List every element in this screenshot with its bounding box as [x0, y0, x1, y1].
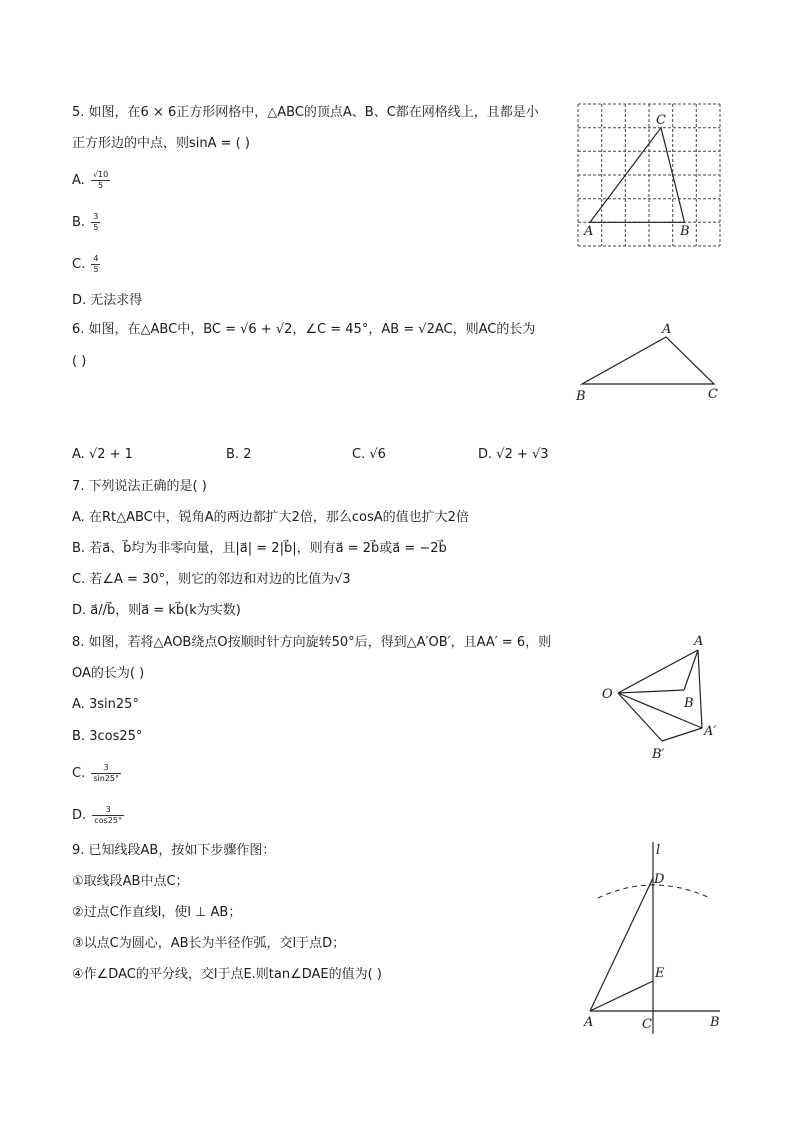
label-b-prime: B′ — [652, 747, 665, 762]
fraction: $\frac{3}{5}$ — [93, 212, 99, 232]
q8-option-c: C. $\frac{3}{\sin 25^\circ}$ — [72, 763, 119, 783]
label-a: A — [662, 322, 672, 337]
q8-stem-line2: OA的长为( ) — [72, 666, 145, 681]
q6-stem-line1: 6. 如图，在△ABC中，BC = √6 + √2，∠C = 45°，AB = √2AC，则AC的长为 — [72, 322, 536, 337]
q5-option-a — [72, 170, 110, 191]
q5-stem-line2: 正方形边的中点，则sinA = ( ) — [72, 136, 250, 151]
option-label: B. — [72, 215, 86, 230]
option-label: D. — [72, 293, 87, 308]
q9-stem: 9. 已知线段AB，按如下步骤作图： — [72, 843, 276, 858]
fraction: $\frac{3}{\sin 25^\circ}$ — [93, 763, 119, 783]
q6-option-c: C. √6 — [352, 447, 386, 462]
label-c: C — [656, 113, 666, 128]
label-l: l — [656, 843, 661, 858]
q9-step-1: ①取线段AB中点C； — [72, 874, 189, 889]
q6-option-b: B. 2 — [226, 447, 252, 462]
q8-rotation-figure — [598, 628, 728, 764]
label-e: E — [655, 966, 665, 981]
label-a: A — [694, 634, 704, 649]
q8-option-b: B. 3cos25° — [72, 729, 143, 744]
option-label: A. — [72, 173, 85, 188]
label-a-prime: A′ — [704, 724, 717, 739]
q7-option-d: D. a⃗//b⃗，则a⃗ = kb⃗(k为实数) — [72, 603, 241, 618]
q5-option-c — [72, 254, 100, 275]
q9-step-4: ④作∠DAC的平分线，交l于点E.则tan∠DAE的值为( ) — [72, 967, 382, 982]
q8-stem-line1: 8. 如图，若将△AOB绕点O按顺时针方向旋转50°后，得到△A′OB′，且AA′ = 6，则 — [72, 635, 552, 650]
q5-stem-line1: 5. 如图，在6 × 6正方形网格中，△ABC的顶点A、B、C都在网格线上，且都是小 — [72, 105, 539, 120]
fraction: $\frac{√10}{5}$ — [92, 170, 109, 190]
label-b: B — [684, 696, 694, 711]
label-a: A — [584, 224, 594, 239]
label-c: C — [708, 387, 718, 402]
option-label: C. — [72, 257, 86, 272]
segment-ae — [590, 981, 653, 1011]
q9-construction-figure — [578, 840, 728, 1036]
fraction: $\frac{4}{5}$ — [93, 254, 99, 274]
q6-option-d: D. √2 + √3 — [478, 447, 549, 462]
q7-option-b: B. 若a⃗、b⃗均为非零向量，且|a⃗| = 2|b⃗|，则有a⃗ = 2b⃗或a⃗ = −2b⃗ — [72, 541, 447, 556]
q8-option-a: A. 3sin25° — [72, 697, 139, 712]
label-a: A — [584, 1015, 594, 1030]
label-d: D — [654, 872, 665, 887]
q8-option-d: D. $\frac{3}{\cos 25^\circ}$ — [72, 805, 122, 825]
label-c: C — [642, 1017, 652, 1032]
label-b: B — [576, 389, 586, 404]
fraction: $\frac{3}{\cos 25^\circ}$ — [94, 805, 122, 825]
option-text: 无法求得 — [90, 293, 143, 308]
segment-ad — [590, 878, 653, 1011]
q7-option-a: A. 在Rt△ABC中，锐角A的两边都扩大2倍，那么cosA的值也扩大2倍 — [72, 510, 469, 525]
q7-stem: 7. 下列说法正确的是( ) — [72, 479, 207, 494]
label-b: B — [710, 1015, 720, 1030]
q6-triangle-figure — [572, 320, 728, 404]
q6-stem-line2: ( ) — [72, 354, 87, 369]
q5-grid-figure — [576, 102, 722, 248]
q7-option-c: C. 若∠A = 30°，则它的邻边和对边的比值为√3 — [72, 572, 351, 587]
label-o: O — [602, 687, 613, 702]
grid-lines — [578, 104, 720, 246]
q9-step-2: ②过点C作直线l，使l ⊥ AB； — [72, 905, 242, 920]
triangle-abc — [582, 337, 714, 384]
q6-option-a: A. √2 + 1 — [72, 447, 133, 462]
q5-option-d — [72, 292, 142, 310]
label-b: B — [680, 224, 690, 239]
q9-step-3: ③以点C为圆心，AB长为半径作弧，交l于点D； — [72, 936, 346, 951]
q5-option-b — [72, 212, 100, 233]
